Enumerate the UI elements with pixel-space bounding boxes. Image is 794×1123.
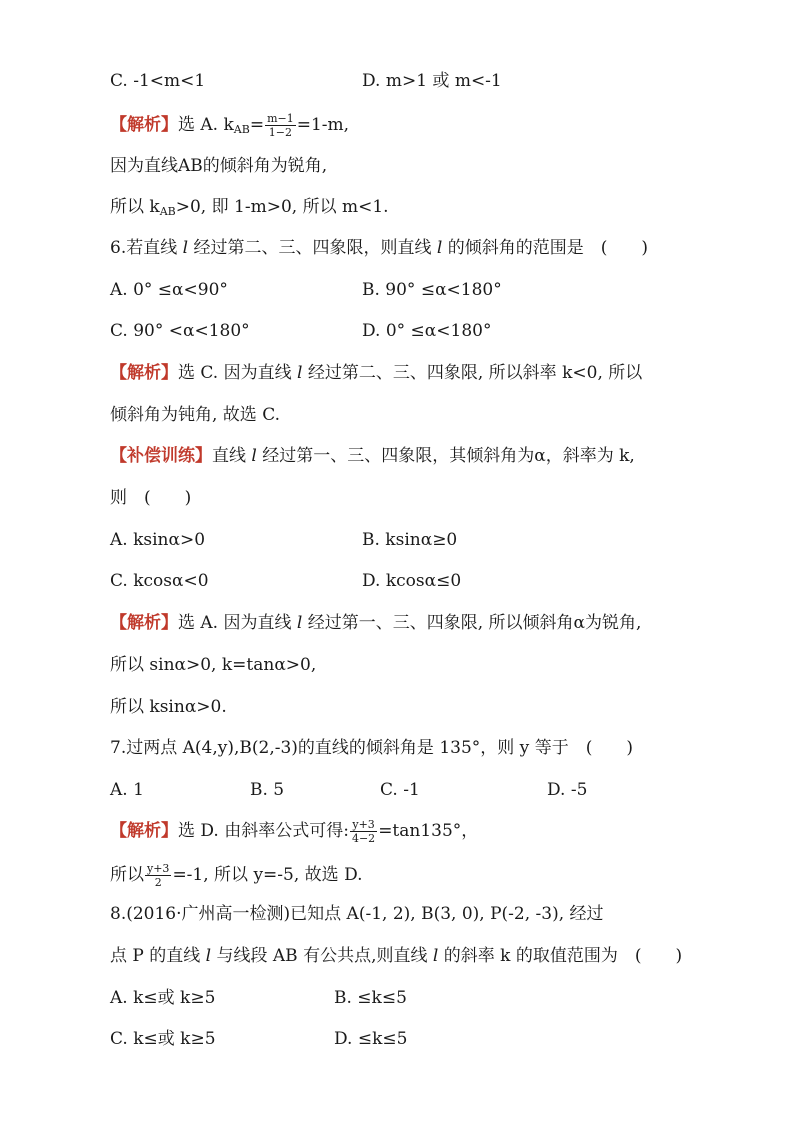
q6-stem: 6.若直线 l 经过第二、三、四象限，则直线 l 的倾斜角的范围是 ( ) <box>110 238 648 258</box>
q5-option-c: C. -1<m<1 <box>110 71 206 91</box>
q7-solution-line2: 所以 $\frac{y+3}{2}$ =-1, 所以 y=-5, 故选 D. <box>110 862 363 889</box>
q8-option-a: A. k≤或 k≥5 <box>110 988 216 1008</box>
solution-tag: 【解析】 <box>110 821 178 841</box>
solution-tag: 【解析】 <box>110 613 178 633</box>
q6-option-c: C. 90° <α<180° <box>110 321 250 341</box>
supp-option-d: D. kcosα≤0 <box>362 571 462 591</box>
supp-stem: 【补偿训练】直线 l 经过第一、三、四象限，其倾斜角为α，斜率为 k, <box>110 446 635 466</box>
supplement-tag: 【补偿训练】 <box>110 446 212 466</box>
supp-solution-line3: 所以 ksinα>0. <box>110 697 227 717</box>
supp-solution-line2: 所以 sinα>0, k=tanα>0, <box>110 655 317 675</box>
supp-option-c: C. kcosα<0 <box>110 571 209 591</box>
q5-solution-line1: 【解析】选 A. $k_{AB}=$ $\frac{m-1}{1-2}$ =1-m, <box>110 112 350 139</box>
q7-option-a: A. 1 <box>110 780 144 800</box>
q8-stem-line1: 8.(2016·广州高一检测)已知点 A(-1, 2), B(3, 0), P(-2, -3), 经过 <box>110 904 604 924</box>
q8-option-c: C. k≤或 k≥5 <box>110 1029 216 1049</box>
q7-option-b: B. 5 <box>250 780 285 800</box>
q5-solution-line2: 因为直线AB的倾斜角为锐角, <box>110 156 328 176</box>
q6-solution-line1: 【解析】选 C. 因为直线 l 经过第二、三、四象限, 所以斜率 k<0, 所以 <box>110 363 643 383</box>
solution-tag: 【解析】 <box>110 363 178 383</box>
supp-solution-line1: 【解析】选 A. 因为直线 l 经过第一、三、四象限, 所以倾斜角α为锐角, <box>110 613 642 633</box>
q8-stem-line2: 点 P 的直线 l 与线段 AB 有公共点,则直线 l 的斜率 k 的取值范围为 ( ) <box>110 946 683 966</box>
q8-option-b: B. ≤k≤5 <box>334 988 407 1008</box>
q7-option-c: C. -1 <box>380 780 420 800</box>
q6-option-d: D. 0° ≤α<180° <box>362 321 492 341</box>
q6-solution-line2: 倾斜角为钝角, 故选 C. <box>110 405 281 425</box>
fraction: $\frac{y+3}{2}$ <box>147 862 170 889</box>
q6-option-a: A. 0° ≤α<90° <box>110 280 228 300</box>
fraction: $\frac{y+3}{4-2}$ <box>351 818 376 845</box>
q7-solution-line1: 【解析】选 D. 由斜率公式可得: $\frac{y+3}{4-2}$ =tan135°， <box>110 818 479 845</box>
fraction: $\frac{m-1}{1-2}$ <box>267 112 294 139</box>
q8-option-d: D. ≤k≤5 <box>334 1029 408 1049</box>
q6-option-b: B. 90° ≤α<180° <box>362 280 502 300</box>
supp-option-a: A. ksinα>0 <box>110 530 206 550</box>
solution-tag: 【解析】 <box>110 115 178 135</box>
supp-stem-line2: 则 ( ) <box>110 488 192 508</box>
q5-option-d: D. m>1 或 m<-1 <box>362 71 502 91</box>
q7-option-d: D. -5 <box>547 780 588 800</box>
supp-option-b: B. ksinα≥0 <box>362 530 458 550</box>
q7-stem: 7.过两点 A(4,y),B(2,-3)的直线的倾斜角是 135°，则 y 等于 ( ) <box>110 738 633 758</box>
q5-solution-line3: 所以 $k_{AB}>0$, 即 1-m>0, 所以 m<1. <box>110 197 389 218</box>
